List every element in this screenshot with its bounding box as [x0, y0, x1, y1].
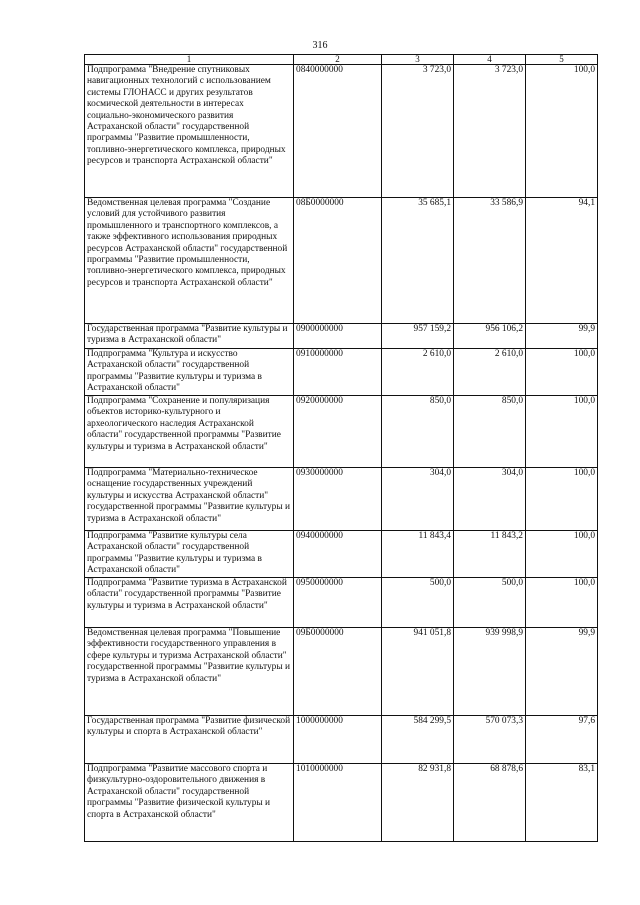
actual-amount: 304,0: [454, 468, 526, 531]
program-code: 0900000000: [294, 324, 382, 349]
table-row: [85, 324, 598, 349]
execution-percent: 97,6: [526, 716, 598, 764]
table-row: [85, 716, 598, 764]
header-row: [85, 55, 598, 65]
program-code: 0910000000: [294, 349, 382, 396]
planned-amount: 304,0: [382, 468, 454, 531]
program-name: Подпрограмма "Материально-техническое оснащение государственных учреждений культуры и искусства Астраханской области" государственной программы "Развитие культуры и туризма в Астраханской области": [85, 468, 294, 531]
actual-amount: 11 843,2: [454, 531, 526, 578]
program-name: Государственная программа "Развитие культуры и туризма в Астраханской области": [85, 324, 294, 349]
execution-percent: 99,9: [526, 324, 598, 349]
program-name: Подпрограмма "Культура и искусство Астраханской области" государственной программы "Развитие культуры и туризма в Астраханской области": [85, 349, 294, 396]
execution-percent: 100,0: [526, 578, 598, 628]
planned-amount: 2 610,0: [382, 349, 454, 396]
execution-percent: 100,0: [526, 468, 598, 531]
actual-amount: 500,0: [454, 578, 526, 628]
program-code: 0840000000: [294, 65, 382, 198]
planned-amount: 850,0: [382, 396, 454, 468]
program-name: Ведомственная целевая программа "Повышение эффективности государственного управления в сфере культуры и туризма Астраханской области" государственной программы "Развитие культуры и туризма в Астраханской области": [85, 628, 294, 716]
header-col-5: 5: [526, 55, 598, 65]
planned-amount: 941 051,8: [382, 628, 454, 716]
planned-amount: 3 723,0: [382, 65, 454, 198]
table-row: [85, 531, 598, 578]
execution-percent: 94,1: [526, 198, 598, 324]
program-name: Подпрограмма "Развитие массового спорта и физкультурно-оздоровительного движения в Астраханской области" государственной программы "Развитие физической культуры и спорта в Астраханской области": [85, 764, 294, 842]
header-col-3: 3: [382, 55, 454, 65]
planned-amount: 500,0: [382, 578, 454, 628]
planned-amount: 35 685,1: [382, 198, 454, 324]
actual-amount: 939 998,9: [454, 628, 526, 716]
planned-amount: 82 931,8: [382, 764, 454, 842]
actual-amount: 570 073,3: [454, 716, 526, 764]
planned-amount: 957 159,2: [382, 324, 454, 349]
program-name: Ведомственная целевая программа "Создание условий для устойчивого развития промышленного и транспортного комплексов, а также эффективного использования природных ресурсов Астраханской области" государственной программы "Развитие промышленности, топливно-энергетического комплекса, природных ресурсов и транспорта Астраханской области": [85, 198, 294, 324]
actual-amount: 956 106,2: [454, 324, 526, 349]
execution-percent: 100,0: [526, 349, 598, 396]
execution-percent: 83,1: [526, 764, 598, 842]
program-code: 08Б0000000: [294, 198, 382, 324]
table-row: [85, 628, 598, 716]
table-row: [85, 396, 598, 468]
actual-amount: 68 878,6: [454, 764, 526, 842]
program-code: 0930000000: [294, 468, 382, 531]
execution-percent: 99,9: [526, 628, 598, 716]
page-number: 316: [312, 40, 328, 51]
actual-amount: 850,0: [454, 396, 526, 468]
table-row: [85, 764, 598, 842]
budget-table: [84, 54, 598, 842]
program-code: 0940000000: [294, 531, 382, 578]
header-col-4: 4: [454, 55, 526, 65]
header-col-1: 1: [85, 55, 294, 65]
table-row: [85, 578, 598, 628]
program-name: Подпрограмма "Развитие культуры села Астраханской области" государственной программы "Развитие культуры и туризма в Астраханской области": [85, 531, 294, 578]
header-col-2: 2: [294, 55, 382, 65]
execution-percent: 100,0: [526, 396, 598, 468]
execution-percent: 100,0: [526, 531, 598, 578]
program-code: 0950000000: [294, 578, 382, 628]
program-code: 1000000000: [294, 716, 382, 764]
program-code: 0920000000: [294, 396, 382, 468]
program-code: 09Б0000000: [294, 628, 382, 716]
table-row: [85, 349, 598, 396]
program-name: Подпрограмма "Развитие туризма в Астраханской области" государственной программы "Развитие культуры и туризма в Астраханской области": [85, 578, 294, 628]
execution-percent: 100,0: [526, 65, 598, 198]
program-code: 1010000000: [294, 764, 382, 842]
actual-amount: 3 723,0: [454, 65, 526, 198]
program-name: Подпрограмма "Внедрение спутниковых навигационных технологий с использованием системы ГЛОНАСС и других результатов космической деятельности в интересах социально-экономического развития Астраханской области" государственной программы "Развитие промышленности, топливно-энергетического комплекса, природных ресурсов и транспорта Астраханской области": [85, 65, 294, 198]
actual-amount: 2 610,0: [454, 349, 526, 396]
program-name: Государственная программа "Развитие физической культуры и спорта в Астраханской области": [85, 716, 294, 764]
table-row: [85, 65, 598, 198]
planned-amount: 584 299,5: [382, 716, 454, 764]
table-row: [85, 468, 598, 531]
program-name: Подпрограмма "Сохранение и популяризация объектов историко-культурного и археологического наследия Астраханской области" государственной программы "Развитие культуры и туризма в Астраханской области": [85, 396, 294, 468]
actual-amount: 33 586,9: [454, 198, 526, 324]
table-row: [85, 198, 598, 324]
planned-amount: 11 843,4: [382, 531, 454, 578]
